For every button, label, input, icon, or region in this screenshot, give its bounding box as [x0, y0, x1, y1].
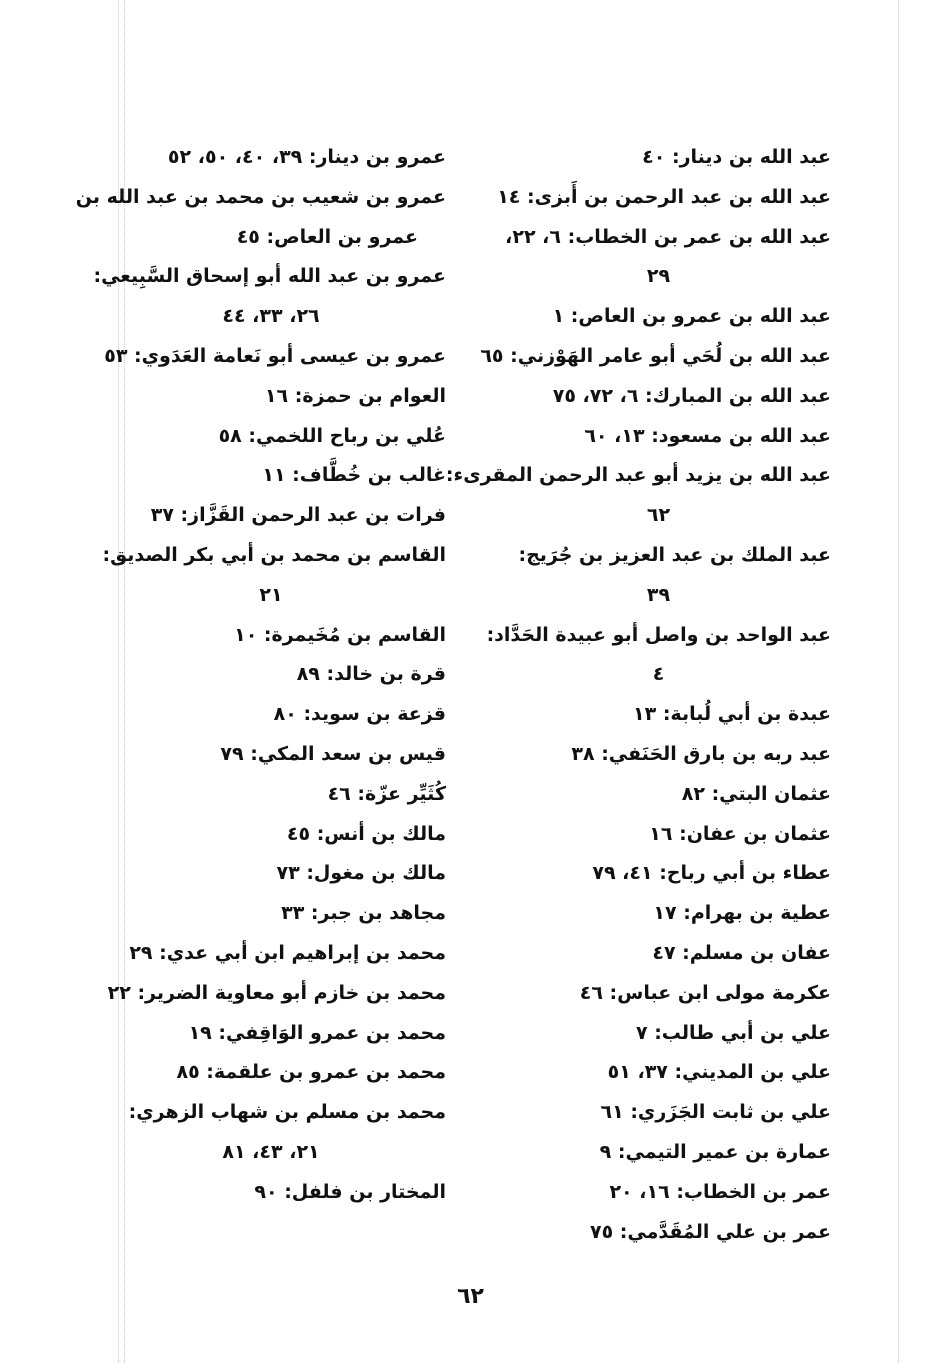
- index-entry: عبد الله بن عبد الرحمن بن أَبزى: ١٤: [497, 185, 831, 208]
- index-entry: عبد ربه بن بارق الحَنَفي: ٣٨: [571, 742, 831, 765]
- index-entry: عبد الملك بن عبد العزيز بن جُرَيج:: [518, 543, 831, 566]
- index-entry-continuation: ٢٦، ٣٣، ٤٤: [222, 305, 320, 328]
- index-entry: عمارة بن عمير التيمي: ٩: [599, 1140, 831, 1163]
- index-entry: عبد الله بن يزيد أبو عبد الرحمن المقرىء:: [445, 464, 831, 487]
- index-entry: عمر بن علي المُقَدَّمي: ٧٥: [589, 1220, 831, 1243]
- index-entry: عُلي بن رباح اللخمي: ٥٨: [218, 424, 446, 447]
- index-entry-continuation: ٢٩: [646, 265, 671, 288]
- index-entry: عبد الله بن لُحَي أبو عامر الهَوْزني: ٦٥: [480, 344, 831, 367]
- scan-margin-dots: [898, 0, 899, 1363]
- index-entry-continuation: ٣٩: [646, 583, 671, 606]
- index-entry: عبد الله بن عمرو بن العاص: ١: [552, 305, 831, 328]
- index-entry: مالك بن مغول: ٧٣: [276, 862, 446, 885]
- index-entry: محمد بن عمرو الوَاقِفي: ١٩: [188, 1021, 446, 1044]
- index-entry: مجاهد بن جبر: ٣٣: [281, 902, 446, 925]
- index-entry: علي بن ثابت الجَزَري: ٦١: [600, 1101, 831, 1124]
- index-entry: عثمان البتي: ٨٢: [681, 782, 831, 805]
- index-entry: عبد الله بن دينار: ٤٠: [642, 146, 831, 168]
- index-entry: عكرمة مولى ابن عباس: ٤٦: [579, 981, 831, 1004]
- index-column-right: [445, 138, 831, 1252]
- index-entry-continuation: ٦٢: [646, 504, 671, 527]
- index-column-left: [75, 138, 446, 1213]
- index-entry: قرة بن خالد: ٨٩: [296, 663, 446, 686]
- index-entry: عمرو بن دينار: ٣٩، ٤٠، ٥٠، ٥٢: [167, 146, 446, 168]
- index-entry: عمرو بن شعيب بن محمد بن عبد الله بن: [75, 185, 446, 208]
- index-entry: عبد الله بن المبارك: ٦، ٧٢، ٧٥: [552, 384, 831, 407]
- index-entry-continuation: ٤: [652, 663, 665, 686]
- index-entry: عبد الله بن مسعود: ١٣، ٦٠: [584, 424, 831, 447]
- index-entry: عفان بن مسلم: ٤٧: [652, 941, 831, 964]
- index-entry: عبد الله بن عمر بن الخطاب: ٦، ٢٢،: [505, 225, 831, 248]
- index-entry: القاسم بن محمد بن أبي بكر الصديق:: [102, 543, 446, 566]
- index-entry: غالب بن خُطَّاف: ١١: [262, 464, 446, 487]
- index-entry: فرات بن عبد الرحمن القَزَّاز: ٣٧: [150, 504, 446, 527]
- index-entry: علي بن أبي طالب: ٧: [635, 1021, 831, 1044]
- index-entry: المختار بن فلفل: ٩٠: [254, 1180, 446, 1203]
- index-entry: محمد بن مسلم بن شهاب الزهري:: [128, 1101, 446, 1124]
- index-entry: عمرو بن عبد الله أبو إسحاق السَّبِيعي:: [93, 265, 446, 288]
- index-entry: محمد بن عمرو بن علقمة: ٨٥: [176, 1061, 446, 1084]
- index-entry: علي بن المديني: ٣٧، ٥١: [607, 1061, 831, 1084]
- index-entry: عثمان بن عفان: ١٦: [649, 822, 831, 845]
- index-entry: القاسم بن مُخَيمرة: ١٠: [234, 623, 446, 646]
- index-entry: مالك بن أنس: ٤٥: [286, 822, 446, 845]
- index-entry: عبدة بن أبي لُبابة: ١٣: [633, 703, 831, 726]
- index-entry: كُثَيِّر عزّة: ٤٦: [327, 782, 446, 805]
- index-entry: عمرو بن عيسى أبو نَعامة العَدَوي: ٥٣: [104, 344, 446, 367]
- index-entry: العوام بن حمزة: ١٦: [264, 384, 446, 407]
- index-entry-continuation: ٢١، ٤٣، ٨١: [222, 1140, 320, 1163]
- index-entry: عطية بن بهرام: ١٧: [653, 902, 831, 925]
- index-entry: قزعة بن سويد: ٨٠: [273, 703, 446, 726]
- index-entry-continuation: عمرو بن العاص: ٤٥: [236, 225, 418, 248]
- index-entry: محمد بن إبراهيم ابن أبي عدي: ٢٩: [129, 941, 446, 964]
- page-number: ٦٢: [457, 1284, 484, 1309]
- index-entry: عبد الواحد بن واصل أبو عبيدة الحَدَّاد:: [486, 623, 831, 646]
- index-entry-continuation: ٢١: [259, 583, 283, 606]
- index-entry: عمر بن الخطاب: ١٦، ٢٠: [609, 1180, 831, 1203]
- index-entry: قيس بن سعد المكي: ٧٩: [220, 742, 446, 765]
- index-entry: محمد بن خازم أبو معاوية الضرير: ٢٢: [107, 981, 446, 1004]
- index-entry: عطاء بن أبي رباح: ٤١، ٧٩: [592, 862, 831, 885]
